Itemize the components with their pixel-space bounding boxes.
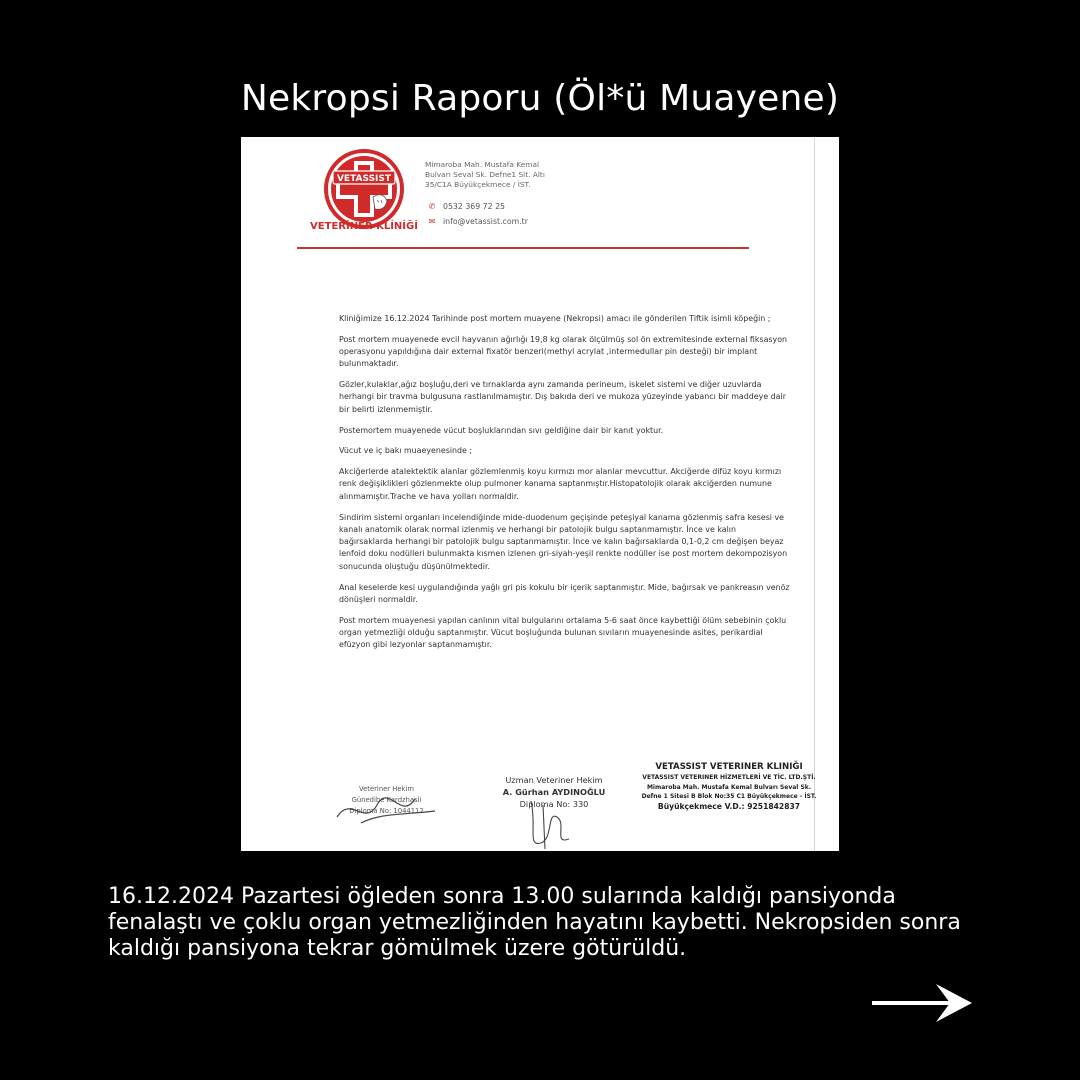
stamp-line: VETASSIST VETERINER HİZMETLERİ VE TİC. LTD.ŞTİ. — [642, 774, 816, 781]
clinic-stamp — [639, 761, 819, 811]
report-paragraph: Akciğerlerde atalektektik alanlar gözlemlenmiş koyu kırmızı mor alanlar mevcuttur. Akciğerde difüz koyu kırmızı renk değişiklikleri gözlenmekte olup pulmoner kanama saptanmıştır.Histopatolojik olarak akciğerden numune alınmamıştır.Trache ve hava yolları normaldir. — [339, 467, 782, 501]
stamp-line: Mimaroba Mah. Mustafa Kemal Bulvarı Seval Sk. — [646, 783, 812, 791]
handwritten-signature-left — [331, 787, 441, 831]
stamp-line: Defne 1 Sitesi B Blok No:35 C1 Büyükçekmece - İST. — [641, 793, 817, 800]
address-line: Mimaroba Mah. Mustafa Kemal — [425, 160, 540, 169]
svg-text:VETASSIST: VETASSIST — [336, 174, 392, 184]
report-paragraph: Postemortem muayenede vücut boşluklarından sıvı geldiğine dair bir kanıt yoktur. — [339, 425, 664, 435]
address-line: 35/C1A Büyükçekmece / İST. — [425, 180, 531, 189]
page-fold-line — [814, 137, 815, 851]
stamp-tax-office: Büyükçekmece V.D.: 9251842837 — [657, 801, 801, 811]
necropsy-report-document — [241, 137, 839, 851]
clinic-phone: 0532 369 72 25 — [443, 202, 506, 211]
signer-name: A. Gürhan AYDINOĞLU — [502, 787, 606, 797]
clinic-contact — [427, 199, 528, 229]
email-icon: ✉ — [428, 217, 436, 226]
phone-icon: ✆ — [428, 202, 436, 211]
report-paragraph: Post mortem muayenesi yapılan canlının vital bulgularını ortalama 5-6 saat önce kaybettiği ölüm sebebinin çoklu organ yetmezliği olduğu saptanmıştır. Vücut boşluğunda bulunan sıvıların muayenesinde asites, perikardial efüzyon gibi lezyonlar saptanmamıştır. — [339, 615, 787, 650]
clinic-address — [425, 160, 545, 190]
report-paragraph: Post mortem muayenede evcil hayvanın ağırlığı 19,8 kg olarak ölçülmüş sol ön extremitesinde external fiksasyon operasyonu yapıldığına dair external fixatör benzeri(methyl acrylat ,intermedullar pin desteği) bir implant bulunmaktadır. — [339, 334, 788, 369]
clinic-logo — [313, 147, 415, 247]
handwritten-signature-middle — [523, 797, 579, 851]
address-line: Bulvarı Seval Sk. Defne1 Sit. Altı — [425, 170, 545, 179]
header-divider — [297, 247, 749, 249]
report-body — [339, 313, 791, 660]
signature-line: Veteriner Hekim — [358, 785, 414, 793]
clinic-email: info@vetassist.com.tr — [443, 217, 528, 226]
signature-line: Diploma No: 1044112 — [349, 807, 424, 815]
clinic-name: VETERİNER KLİNİĞİ — [310, 221, 418, 232]
signature-line: Günedibe Kardzhasli — [351, 796, 422, 804]
stamp-title: VETASSIST VETERINER KLINIĞI — [655, 762, 803, 772]
post-title: Nekropsi Raporu (Öl*ü Muayene) — [240, 78, 840, 119]
report-paragraph: Gözler,kulaklar,ağız boşluğu,deri ve tırnaklarda aynı zamanda perineum, iskelet sistemi ve diğer uzuvlarda herhangi bir travma bulgusuna rastlanılmamıştır. Dış bakıda deri ve mukoza yüzeyinde yabancı bir maddeye dair bir belirti izlenmemiştir. — [339, 380, 786, 414]
report-paragraph: Kliniğimize 16.12.2024 Tarihinde post mortem muayene (Nekropsi) amacı ile gönderilen Tiftik isimli köpeğin ; — [339, 314, 771, 323]
arrow-right-icon[interactable] — [870, 982, 974, 1024]
post-caption: 16.12.2024 Pazartesi öğleden sonra 13.00 sularında kaldığı pansiyonda fenalaştı ve çoklu organ yetmezliğinden hayatını kaybetti. Nekropsiden sonra kaldığı pansiyona tekrar gömülmek üzere götürüldü. — [108, 884, 961, 961]
signer-role: Uzman Veteriner Hekim — [505, 775, 603, 785]
signer-diploma: Diploma No: 330 — [519, 799, 589, 809]
report-paragraph: Anal keselerde kesi uygulandığında yağlı gri pis kokulu bir içerik saptanmıştır. Mide, bağırsak ve pankreasın venöz dönüşleri normaldir. — [339, 582, 790, 604]
report-paragraph: Sindirim sistemi organları incelendiğinde mide-duodenum geçişinde peteşiyal kanama gözlenmiş safra kesesi ve kanalı anatomik olarak normal izlenmiş ve herhangi bir patolojik bulgu saptanmamıştır. İnce ve kalın bağırsaklarda herhangi bir patolojik bulgu saptanmamıştır. İnce ve kalın bağırsaklarda 0,1-0,2 cm değişen beyaz lenfoid doku nodülleri bulunmakta kısmen izlenen gri-siyah-yeşil renkte nodüller ise post mortem dekompozisyon sonucunda oluştuğu düşünülmektedir. — [339, 512, 788, 571]
report-paragraph: Vücut ve iç bakı muaeyenesinde ; — [339, 446, 473, 456]
